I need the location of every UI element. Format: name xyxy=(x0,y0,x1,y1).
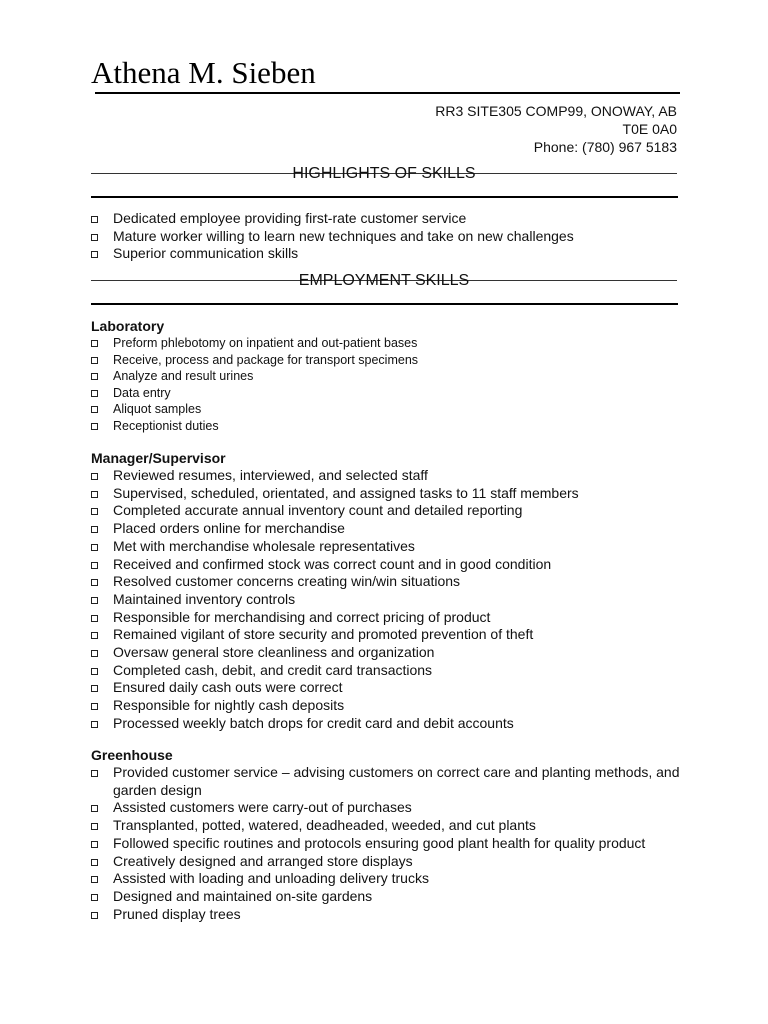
list-item xyxy=(91,609,681,627)
highlights-list xyxy=(91,210,681,263)
list-item xyxy=(91,335,681,352)
list-item xyxy=(91,817,681,835)
square-bullet-icon xyxy=(91,650,98,657)
list-item xyxy=(91,485,681,503)
list-item-text: Creatively designed and arranged store displays xyxy=(113,852,413,869)
manager-list xyxy=(91,467,681,733)
name-underline xyxy=(95,92,680,94)
list-item-text: Preform phlebotomy on inpatient and out-patient bases xyxy=(113,336,418,350)
manager-heading: Manager/Supervisor xyxy=(91,450,226,466)
list-item-text: Responsible for merchandising and correct pricing of product xyxy=(113,608,491,625)
square-bullet-icon xyxy=(91,703,98,710)
list-item-text: Met with merchandise wholesale representatives xyxy=(113,537,415,554)
list-item xyxy=(91,715,681,733)
square-bullet-icon xyxy=(91,685,98,692)
list-item-text: Followed specific routines and protocols ensuring good plant health for quality product xyxy=(113,834,646,851)
list-item xyxy=(91,228,681,246)
list-item-text: Analyze and result urines xyxy=(113,369,254,383)
square-bullet-icon xyxy=(91,562,98,569)
square-bullet-icon xyxy=(91,597,98,604)
list-item-text: Transplanted, potted, watered, deadheaded, weeded, and cut plants xyxy=(113,817,536,834)
list-item-text: Designed and maintained on-site gardens xyxy=(113,887,373,904)
list-item-text: Completed cash, debit, and credit card transactions xyxy=(113,661,433,678)
square-bullet-icon xyxy=(91,508,98,515)
square-bullet-icon xyxy=(91,216,98,223)
square-bullet-icon xyxy=(91,876,98,883)
square-bullet-icon xyxy=(91,251,98,258)
address-line-2: T0E 0A0 xyxy=(622,121,677,137)
square-bullet-icon xyxy=(91,894,98,901)
list-item-text: Reviewed resumes, interviewed, and selected staff xyxy=(113,467,428,483)
list-item-text: Dedicated employee providing first-rate customer service xyxy=(113,210,467,226)
list-item xyxy=(91,418,681,435)
list-item-text: Assisted with loading and unloading delivery trucks xyxy=(113,870,429,887)
list-item-text: Received and confirmed stock was correct count and in good condition xyxy=(113,555,552,572)
contact-block xyxy=(435,102,677,156)
square-bullet-icon xyxy=(91,579,98,586)
list-item xyxy=(91,906,681,924)
list-item-text: Ensured daily cash outs were correct xyxy=(113,679,343,696)
greenhouse-heading: Greenhouse xyxy=(91,747,173,763)
list-item xyxy=(91,679,681,697)
section-rule xyxy=(91,303,678,305)
highlights-title: HIGHLIGHTS OF SKILLS xyxy=(292,165,476,182)
list-item-text: Remained vigilant of store security and promoted prevention of theft xyxy=(113,626,534,643)
list-item-text: Mature worker willing to learn new techniques and take on new challenges xyxy=(113,227,574,244)
laboratory-list xyxy=(91,335,681,434)
list-item xyxy=(91,368,681,385)
list-item xyxy=(91,644,681,662)
list-item xyxy=(91,352,681,369)
list-item xyxy=(91,870,681,888)
list-item xyxy=(91,764,681,799)
list-item-text: Oversaw general store cleanliness and organization xyxy=(113,644,435,661)
square-bullet-icon xyxy=(91,859,98,866)
square-bullet-icon xyxy=(91,805,98,812)
list-item xyxy=(91,835,681,853)
list-item xyxy=(91,538,681,556)
section-rule xyxy=(91,196,678,198)
list-item xyxy=(91,520,681,538)
square-bullet-icon xyxy=(91,668,98,675)
laboratory-heading: Laboratory xyxy=(91,318,165,334)
square-bullet-icon xyxy=(91,823,98,830)
square-bullet-icon xyxy=(91,615,98,622)
square-bullet-icon xyxy=(91,234,98,241)
greenhouse-list xyxy=(91,764,681,923)
list-item xyxy=(91,626,681,644)
list-item xyxy=(91,799,681,817)
list-item-text: Aliquot samples xyxy=(113,402,202,416)
square-bullet-icon xyxy=(91,473,98,480)
address-line-1: RR3 SITE305 COMP99, ONOWAY, AB xyxy=(435,103,677,119)
square-bullet-icon xyxy=(91,357,98,364)
list-item-text: Assisted customers were carry-out of purchases xyxy=(113,799,412,816)
list-item-text: Placed orders online for merchandise xyxy=(113,520,345,537)
list-item xyxy=(91,502,681,520)
list-item xyxy=(91,556,681,574)
list-item xyxy=(91,245,681,263)
list-item-text: Supervised, scheduled, orientated, and assigned tasks to 11 staff members xyxy=(113,484,579,501)
square-bullet-icon xyxy=(91,340,98,347)
list-item xyxy=(91,697,681,715)
list-item xyxy=(91,467,681,485)
list-item-text: Processed weekly batch drops for credit card and debit accounts xyxy=(113,714,514,731)
list-item-text: Receptionist duties xyxy=(113,418,219,433)
list-item xyxy=(91,210,681,228)
square-bullet-icon xyxy=(91,526,98,533)
list-item xyxy=(91,888,681,906)
list-item-text: Receive, process and package for transport specimens xyxy=(113,352,419,367)
square-bullet-icon xyxy=(91,406,98,413)
list-item xyxy=(91,573,681,591)
applicant-name: Athena M. Sieben xyxy=(91,55,316,90)
square-bullet-icon xyxy=(91,373,98,380)
square-bullet-icon xyxy=(91,721,98,728)
list-item-text: Responsible for nightly cash deposits xyxy=(113,697,345,714)
square-bullet-icon xyxy=(91,770,98,777)
list-item-text: Maintained inventory controls xyxy=(113,590,296,607)
list-item-text: Pruned display trees xyxy=(113,905,241,922)
list-item xyxy=(91,853,681,871)
square-bullet-icon xyxy=(91,544,98,551)
square-bullet-icon xyxy=(91,912,98,919)
list-item xyxy=(91,401,681,418)
square-bullet-icon xyxy=(91,423,98,430)
square-bullet-icon xyxy=(91,390,98,397)
square-bullet-icon xyxy=(91,841,98,848)
list-item-text: Superior communication skills xyxy=(113,245,299,262)
square-bullet-icon xyxy=(91,632,98,639)
employment-title: EMPLOYMENT SKILLS xyxy=(298,272,470,289)
list-item xyxy=(91,662,681,680)
list-item xyxy=(91,385,681,402)
square-bullet-icon xyxy=(91,491,98,498)
list-item xyxy=(91,591,681,609)
list-item-text: Provided customer service – advising customers on correct care and planting methods, and garden design xyxy=(113,764,680,798)
list-item-text: Resolved customer concerns creating win/win situations xyxy=(113,573,461,590)
phone-number: Phone: (780) 967 5183 xyxy=(533,139,677,155)
list-item-text: Data entry xyxy=(113,385,171,400)
list-item-text: Completed accurate annual inventory count and detailed reporting xyxy=(113,502,523,519)
